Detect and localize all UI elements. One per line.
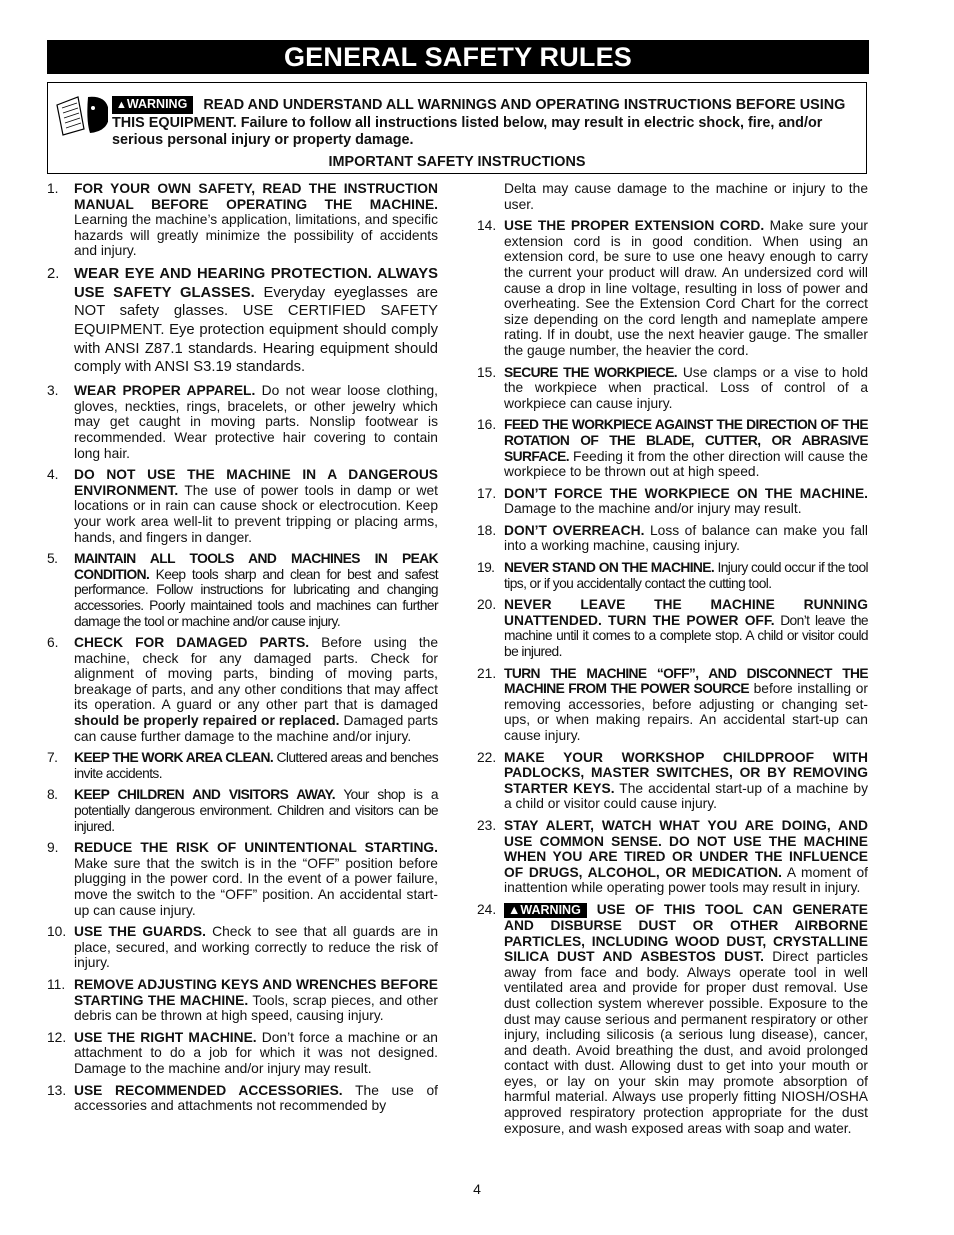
rule-item: 13. USE RECOMMENDED ACCESSORIES. The use of accessories and attachments not recommended by: [47, 1082, 439, 1114]
warning-badge: ▲WARNING: [504, 903, 587, 918]
page-number: 4: [473, 1181, 481, 1197]
rule-item: 21. TURN THE MACHINE “OFF”, AND DISCONNECT THE MACHINE FROM THE POWER SOURCE before installing or removing accessories, before adjusting or changing set-ups, or when making repairs. An accidental start-up can cause injury.: [477, 665, 868, 743]
rule-item: 12. USE THE RIGHT MACHINE. Don’t force a machine or an attachment to do a job for which it was not designed. Damage to the machine and/or injury may result.: [47, 1029, 438, 1076]
rule-item: 23. STAY ALERT, WATCH WHAT YOU ARE DOING, AND USE COMMON SENSE. DO NOT USE THE MACHINE WHEN YOU ARE TIRED OR UNDER THE INFLUENCE OF DRUGS, ALCOHOL, OR MEDICATION. A moment of inattention while operating power tools may result in injury.: [477, 817, 868, 896]
left-column: [47, 181, 438, 1120]
rule-item: 14. USE THE PROPER EXTENSION CORD. Make sure your extension cord is in good condition. When using an extension cord, be sure to use one heavy enough to carry the current your product will draw. An undersized cord will cause a drop in line voltage, resulting in loss of power and overheating. See the Extension Cord Chart for the correct size depending on the cord length and nameplate ampere rating. If in doubt, use the next heavier gauge. The smaller the gauge number, the heavier the cord.: [477, 218, 869, 358]
rule-item: 1. FOR YOUR OWN SAFETY, READ THE INSTRUCTION MANUAL BEFORE OPERATING THE MACHINE. Learning the machine’s application, limitations, and specific hazards will greatly minimize the possibility of accidents and injury.: [47, 181, 438, 259]
rule-item: 5. MAINTAIN ALL TOOLS AND MACHINES IN PEAK CONDITION. Keep tools sharp and clean for best and safest performance. Follow instructions for lubricating and changing accessories. Poorly maintained tools and machines can further damage the tool or machine and/or cause injury.: [47, 551, 438, 629]
rule-item: 10. USE THE GUARDS. Check to see that all guards are in place, secured, and working correctly to reduce the risk of injury.: [47, 924, 438, 971]
rule-item: 19. NEVER STAND ON THE MACHINE. Injury could occur if the tool tips, or if you accidentally contact the cutting tool.: [477, 560, 869, 591]
warning-badge: ▲WARNING: [112, 96, 193, 114]
important-instructions-heading: IMPORTANT SAFETY INSTRUCTIONS: [328, 154, 586, 170]
rule-item: 24. ▲WARNING USE OF THIS TOOL CAN GENERATE AND DISBURSE DUST OR OTHER AIRBORNE PARTICLES, INCLUDING WOOD DUST, CRYSTALLINE SILICA DUST AND ASBESTOS DUST. Direct particles away from face and body. Always operate tool in well ventilated area and provide for proper dust removal. Use dust collection system wherever possible. Exposure to the dust may cause serious and permanent respiratory or other injury, including silicosis (a serious lung disease), cancer, and death. Avoid breathing the dust, and avoid prolonged contact with dust. Allowing dust to get into your mouth or eyes, or lay on your skin may promote absorption of harmful material. Always use properly fitting NIOSH/OSHA approved respiratory protection appropriate for the dust exposure, and wash exposed areas with soap and water.: [477, 901, 868, 1136]
right-column: [477, 181, 868, 1142]
rule-item: 8. KEEP CHILDREN AND VISITORS AWAY. Your shop is a potentially dangerous environment. Children and visitors can be injured.: [47, 787, 438, 834]
rule-item: 6. CHECK FOR DAMAGED PARTS. Before using the machine, check for any damaged parts. Check for alignment of moving parts, binding of moving parts, breakage of parts, and any other conditions that may affect its operation. A guard or any other part that is damaged should be properly repaired or replaced. Damaged parts can cause further damage to the machine and/or injury.: [47, 635, 438, 744]
rule-item: 2. WEAR EYE AND HEARING PROTECTION. ALWAYS USE SAFETY GLASSES. Everyday eyeglasses are NOT safety glasses. USE CERTIFIED SAFETY EQUIPMENT. Eye protection equipment should comply with ANSI Z87.1 standards. Hearing equipment should comply with ANSI S3.19 standards.: [47, 265, 438, 376]
rule-item: 17. DON’T FORCE THE WORKPIECE ON THE MACHINE. Damage to the machine and/or injury may result.: [477, 485, 868, 517]
rule-item: 4. DO NOT USE THE MACHINE IN A DANGEROUS ENVIRONMENT. The use of power tools in damp or wet locations or in rain can cause shock or electrocution. Keep your work area well-lit to prevent tripping or placing arms, hands, and fingers in danger.: [47, 467, 438, 545]
warning-box: [47, 82, 867, 174]
read-manual-icon: [54, 91, 108, 137]
rule-item: 9. REDUCE THE RISK OF UNINTENTIONAL STARTING. Make sure that the switch is in the “OFF” position before plugging in the power cord. In the event of a power failure, move the switch to the “OFF” position. An accidental start-up can cause injury.: [47, 840, 438, 918]
rule-item: 18. DON’T OVERREACH. Loss of balance can make you fall into a working machine, causing injury.: [477, 522, 868, 554]
page-title: GENERAL SAFETY RULES: [47, 40, 869, 74]
rule-item: 16. FEED THE WORKPIECE AGAINST THE DIRECTION OF THE ROTATION OF THE BLADE, CUTTER, OR ABRASIVE SURFACE. Feeding it from the other direction will cause the workpiece to be thrown out at high speed.: [477, 417, 868, 480]
rule-item: 22. MAKE YOUR WORKSHOP CHILDPROOF WITH PADLOCKS, MASTER SWITCHES, OR BY REMOVING STARTER KEYS. The accidental start-up of a machine by a child or visitor could cause injury.: [477, 749, 868, 812]
rule-item: 15. SECURE THE WORKPIECE. Use clamps or a vise to hold the workpiece when practical. Loss of control of a workpiece can cause injury.: [477, 364, 868, 411]
warning-text: ▲WARNING READ AND UNDERSTAND ALL WARNINGS AND OPERATING INSTRUCTIONS BEFORE USING THIS EQUIPMENT. Failure to follow all instructions listed below, may result in electric shock, fire, and/or serious personal injury or property damage.: [112, 97, 846, 148]
rule-continuation: Delta may cause damage to the machine or injury to the user.: [504, 181, 868, 212]
rule-item: 20. NEVER LEAVE THE MACHINE RUNNING UNATTENDED. TURN THE POWER OFF. Don’t leave the machine until it comes to a complete stop. A child or visitor could be injured.: [477, 597, 868, 660]
warning-triangle-icon: ▲: [116, 99, 127, 111]
rule-item: 3. WEAR PROPER APPAREL. Do not wear loose clothing, gloves, neckties, rings, bracelets, or other jewelry which may get caught in moving parts. Nonslip footwear is recommended. Wear protective hair covering to contain long hair.: [47, 383, 438, 461]
rule-item: 11. REMOVE ADJUSTING KEYS AND WRENCHES BEFORE STARTING THE MACHINE. Tools, scrap pieces, and other debris can be thrown at high speed, causing injury.: [47, 976, 438, 1024]
warning-triangle-icon: ▲: [508, 902, 521, 917]
rule-item: 7. KEEP THE WORK AREA CLEAN. Cluttered areas and benches invite accidents.: [47, 750, 438, 781]
